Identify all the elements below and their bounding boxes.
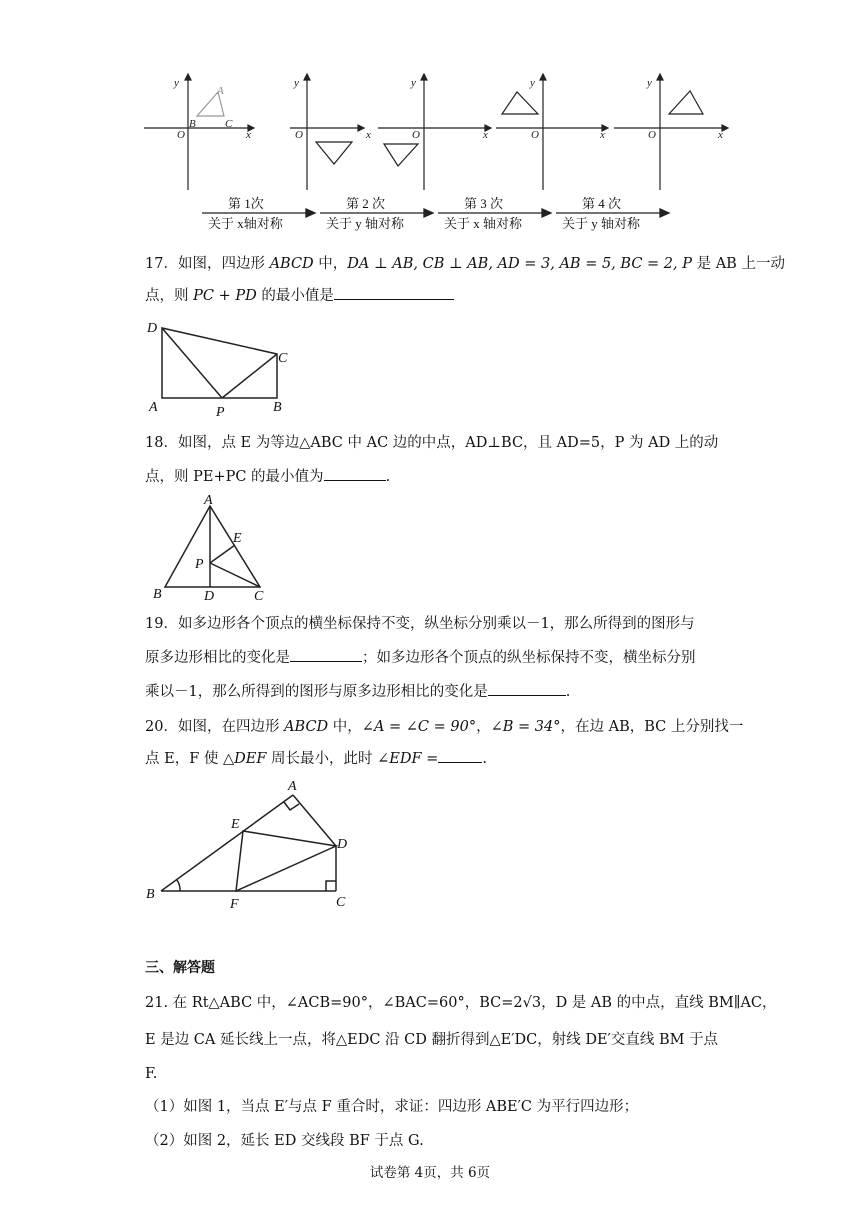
panel1-x-label: x <box>246 129 251 141</box>
q18-answer-blank[interactable] <box>324 466 386 481</box>
q18-line1: 18．如图，点 E 为等边△ABC 中 AC 边的中点，AD⊥BC，且 AD=5，P 为 AD 上的动 <box>145 435 719 451</box>
step2-label: 第 2 次 <box>346 196 386 211</box>
q18-line2-text: 点，则 PE+PC 的最小值为 <box>145 469 324 485</box>
q17-label-b: B <box>273 400 282 415</box>
q19-line3 <box>145 681 570 703</box>
q17-mid: 中， <box>313 256 348 272</box>
panel3-origin-label: O <box>412 129 420 141</box>
q20-answer-blank[interactable] <box>438 748 482 763</box>
q18-label-b: B <box>153 587 162 602</box>
q20-period: . <box>482 751 487 767</box>
panel5-x-label: x <box>718 129 723 141</box>
page-footer: 试卷第 4页，共 6页 <box>369 1165 491 1181</box>
q17-label-p: P <box>216 405 225 420</box>
q17-label-c: C <box>278 351 288 366</box>
q20-mid1: 中， <box>328 719 362 735</box>
q20-prefix: 20．如图，在四边形 <box>145 719 285 735</box>
q20-line2-prefix: 点 E，F 使 <box>145 751 223 767</box>
q20-label-e: E <box>231 817 240 832</box>
q20-label-b: B <box>146 887 155 902</box>
q21-line3: F. <box>145 1066 158 1082</box>
q20-label-a: A <box>288 779 297 794</box>
q19-answer-blank-2[interactable] <box>488 681 566 696</box>
q17-conditions: DA ⊥ AB, CB ⊥ AB, AD = 3, AB = 5, BC = 2, P <box>347 256 692 272</box>
q17-expression: PC + PD <box>193 288 257 304</box>
q18-label-c: C <box>254 589 264 604</box>
q17-label-a: A <box>149 400 158 415</box>
panel1-y-label: y <box>174 77 179 89</box>
step4-label: 第 4 次 <box>582 196 622 211</box>
panel2-y-label: y <box>294 77 299 89</box>
q17-line2-prefix: 点，则 <box>145 288 194 304</box>
panel5-y-label: y <box>647 77 652 89</box>
q21-part2: （2）如图 2，延长 ED 交线段 BF 于点 G. <box>145 1133 424 1149</box>
q21-part1: （1）如图 1，当点 E′与点 F 重合时，求证：四边形 ABE′C 为平行四边形； <box>145 1099 639 1115</box>
q18-line2 <box>145 466 390 488</box>
reflection-sequence-figure <box>140 70 730 235</box>
q20-triangle: △DEF <box>222 751 267 767</box>
q18-period: . <box>385 469 391 485</box>
panel3-x-label: x <box>483 129 488 141</box>
q20-quad-name: ABCD <box>284 719 329 735</box>
panel4-y-label: y <box>530 77 535 89</box>
q17-label-d: D <box>147 321 158 336</box>
panel1-origin-label: O <box>177 129 185 141</box>
step2-desc: 关于 y 轴对称 <box>326 216 405 231</box>
q20-line1 <box>145 716 743 738</box>
q20-right-angles: ∠A = ∠C = 90° <box>361 719 477 735</box>
q17-line2-suffix: 的最小值是 <box>256 288 334 304</box>
q21-line2: E 是边 CA 延长线上一点，将△EDC 沿 CD 翻折得到△E′DC，射线 DE′交直线 BM 于点 <box>145 1032 719 1048</box>
q20-angle-b: ∠B = 34° <box>490 719 561 735</box>
panel2-x-label: x <box>366 129 371 141</box>
panel3-y-label: y <box>411 77 416 89</box>
q19-line1: 19．如多边形各个顶点的横坐标保持不变，纵坐标分别乘以－1，那么所得到的图形与 <box>145 616 695 632</box>
q17-line1 <box>145 253 785 275</box>
q17-quad-name: ABCD <box>269 256 314 272</box>
q19-answer-blank-1[interactable] <box>290 647 362 662</box>
q18-label-p: P <box>195 557 204 572</box>
q20-angle-edf: ∠EDF = <box>377 751 439 767</box>
panel2-origin-label: O <box>295 129 303 141</box>
q19-line2 <box>145 647 696 669</box>
q19-period: . <box>565 684 571 700</box>
q20-label-c: C <box>336 895 346 910</box>
q21-line1: 21. 在 Rt△ABC 中，∠ACB=90°，∠BAC=60°，BC=2√3，D 是 AB 的中点，直线 BM∥AC， <box>145 995 777 1011</box>
q18-label-a: A <box>204 494 213 508</box>
q17-figure <box>145 318 295 420</box>
step1-desc: 关于 x轴对称 <box>208 216 283 231</box>
step4-desc: 关于 y 轴对称 <box>562 216 641 231</box>
panel1-label-c: C <box>225 118 233 130</box>
panel5-origin-label: O <box>648 129 656 141</box>
q20-mid2: ， <box>476 719 491 735</box>
q18-figure <box>150 494 275 604</box>
q18-label-e: E <box>233 531 242 546</box>
q19-line2-prefix: 原多边形相比的变化是 <box>145 650 290 666</box>
q20-line2-mid: 周长最小，此时 <box>266 751 378 767</box>
q20-label-d: D <box>337 837 348 852</box>
panel1-label-a: A <box>217 85 224 97</box>
q18-label-d: D <box>204 589 215 604</box>
panel4-origin-label: O <box>531 129 539 141</box>
panel4-x-label: x <box>600 129 605 141</box>
q20-line2 <box>145 748 487 770</box>
q17-answer-blank[interactable] <box>334 285 454 300</box>
q20-figure <box>143 776 363 911</box>
q20-label-f: F <box>230 897 239 911</box>
step3-label: 第 3 次 <box>464 196 504 211</box>
q17-prefix: 17．如图，四边形 <box>145 256 270 272</box>
q17-suffix: 是 AB 上一动 <box>691 256 785 272</box>
step3-desc: 关于 x 轴对称 <box>444 216 523 231</box>
section-title: 三、解答题 <box>145 960 215 976</box>
step1-label: 第 1次 <box>228 196 264 211</box>
q19-line2-suffix: ；如多边形各个顶点的纵坐标保持不变，横坐标分别 <box>362 650 696 666</box>
q19-line3-prefix: 乘以－1，那么所得到的图形与原多边形相比的变化是 <box>145 684 488 700</box>
q20-suffix: ，在边 AB，BC 上分别找一 <box>560 719 744 735</box>
q17-line2 <box>145 285 454 307</box>
panel1-label-b: B <box>189 118 196 130</box>
